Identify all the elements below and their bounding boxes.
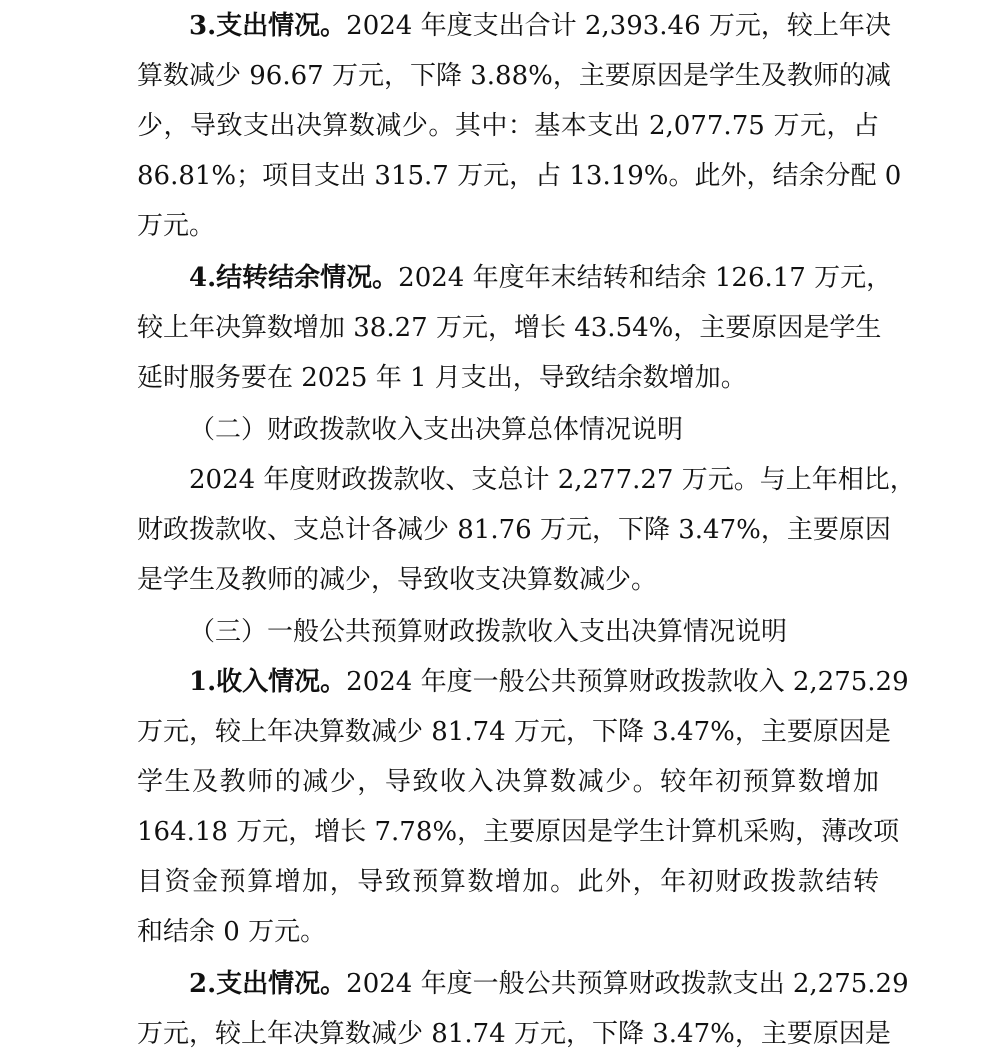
paragraph-line xyxy=(137,1014,891,1054)
paragraph-line xyxy=(189,964,909,1004)
paragraph-line xyxy=(137,56,891,96)
paragraph-line xyxy=(137,862,879,902)
line-text: 万元，较上年决算数减少 81.74 万元，下降 3.47%，主要原因是 xyxy=(137,717,891,747)
section-heading: 2.支出情况。 xyxy=(189,969,347,999)
paragraph-line xyxy=(137,912,879,952)
paragraph-line xyxy=(189,460,916,500)
paragraph-line xyxy=(137,308,882,348)
line-text: 万元。 xyxy=(137,211,216,241)
paragraph-line xyxy=(137,712,891,752)
subsection-heading xyxy=(189,410,879,450)
paragraph-line xyxy=(137,106,879,146)
line-text: 少，导致支出决算数减少。其中：基本支出 2,077.75 万元，占 xyxy=(137,111,879,141)
section-heading: 3.支出情况。 xyxy=(189,11,347,41)
line-text: 2024 年度一般公共预算财政拨款支出 2,275.29 xyxy=(346,969,909,999)
line-text: （三）一般公共预算财政拨款收入支出决算情况说明 xyxy=(189,617,788,647)
line-text: （二）财政拨款收入支出决算总体情况说明 xyxy=(189,415,684,445)
paragraph-line xyxy=(137,156,902,196)
section-heading: 4.结转结余情况。 xyxy=(189,263,399,293)
paragraph-line xyxy=(137,510,891,550)
paragraph-line xyxy=(137,812,900,852)
line-text: 86.81%；项目支出 315.7 万元，占 13.19%。此外，结余分配 0 xyxy=(137,161,902,191)
line-text: 2024 年度财政拨款收、支总计 2,277.27 万元。与上年相比， xyxy=(189,465,916,495)
line-text: 万元，较上年决算数减少 81.74 万元，下降 3.47%，主要原因是 xyxy=(137,1019,891,1049)
line-text: 学生及教师的减少，导致收入决算数减少。较年初预算数增加 xyxy=(137,767,879,797)
subsection-heading xyxy=(189,612,879,652)
line-text: 延时服务要在 2025 年 1 月支出，导致结余数增加。 xyxy=(137,363,747,393)
line-text: 164.18 万元，增长 7.78%，主要原因是学生计算机采购，薄改项 xyxy=(137,817,900,847)
line-text: 算数减少 96.67 万元，下降 3.88%，主要原因是学生及教师的减 xyxy=(137,61,891,91)
line-text: 财政拨款收、支总计各减少 81.76 万元，下降 3.47%，主要原因 xyxy=(137,515,891,545)
line-text: 2024 年度年末结转和结余 126.17 万元， xyxy=(398,263,893,293)
paragraph-line xyxy=(189,662,909,702)
paragraph-line xyxy=(137,206,879,246)
line-text: 2024 年度一般公共预算财政拨款收入 2,275.29 xyxy=(346,667,909,697)
line-text: 是学生及教师的减少，导致收支决算数减少。 xyxy=(137,565,658,595)
paragraph-line xyxy=(189,6,891,46)
paragraph-line xyxy=(137,560,879,600)
paragraph-line xyxy=(137,762,879,802)
line-text: 2024 年度支出合计 2,393.46 万元，较上年决 xyxy=(346,11,891,41)
line-text: 和结余 0 万元。 xyxy=(137,917,327,947)
section-heading: 1.收入情况。 xyxy=(189,667,347,697)
line-text: 目资金预算增加，导致预算数增加。此外，年初财政拨款结转 xyxy=(137,867,879,897)
paragraph-line xyxy=(137,358,879,398)
line-text: 较上年决算数增加 38.27 万元，增长 43.54%，主要原因是学生 xyxy=(137,313,882,343)
paragraph-line xyxy=(189,258,893,298)
